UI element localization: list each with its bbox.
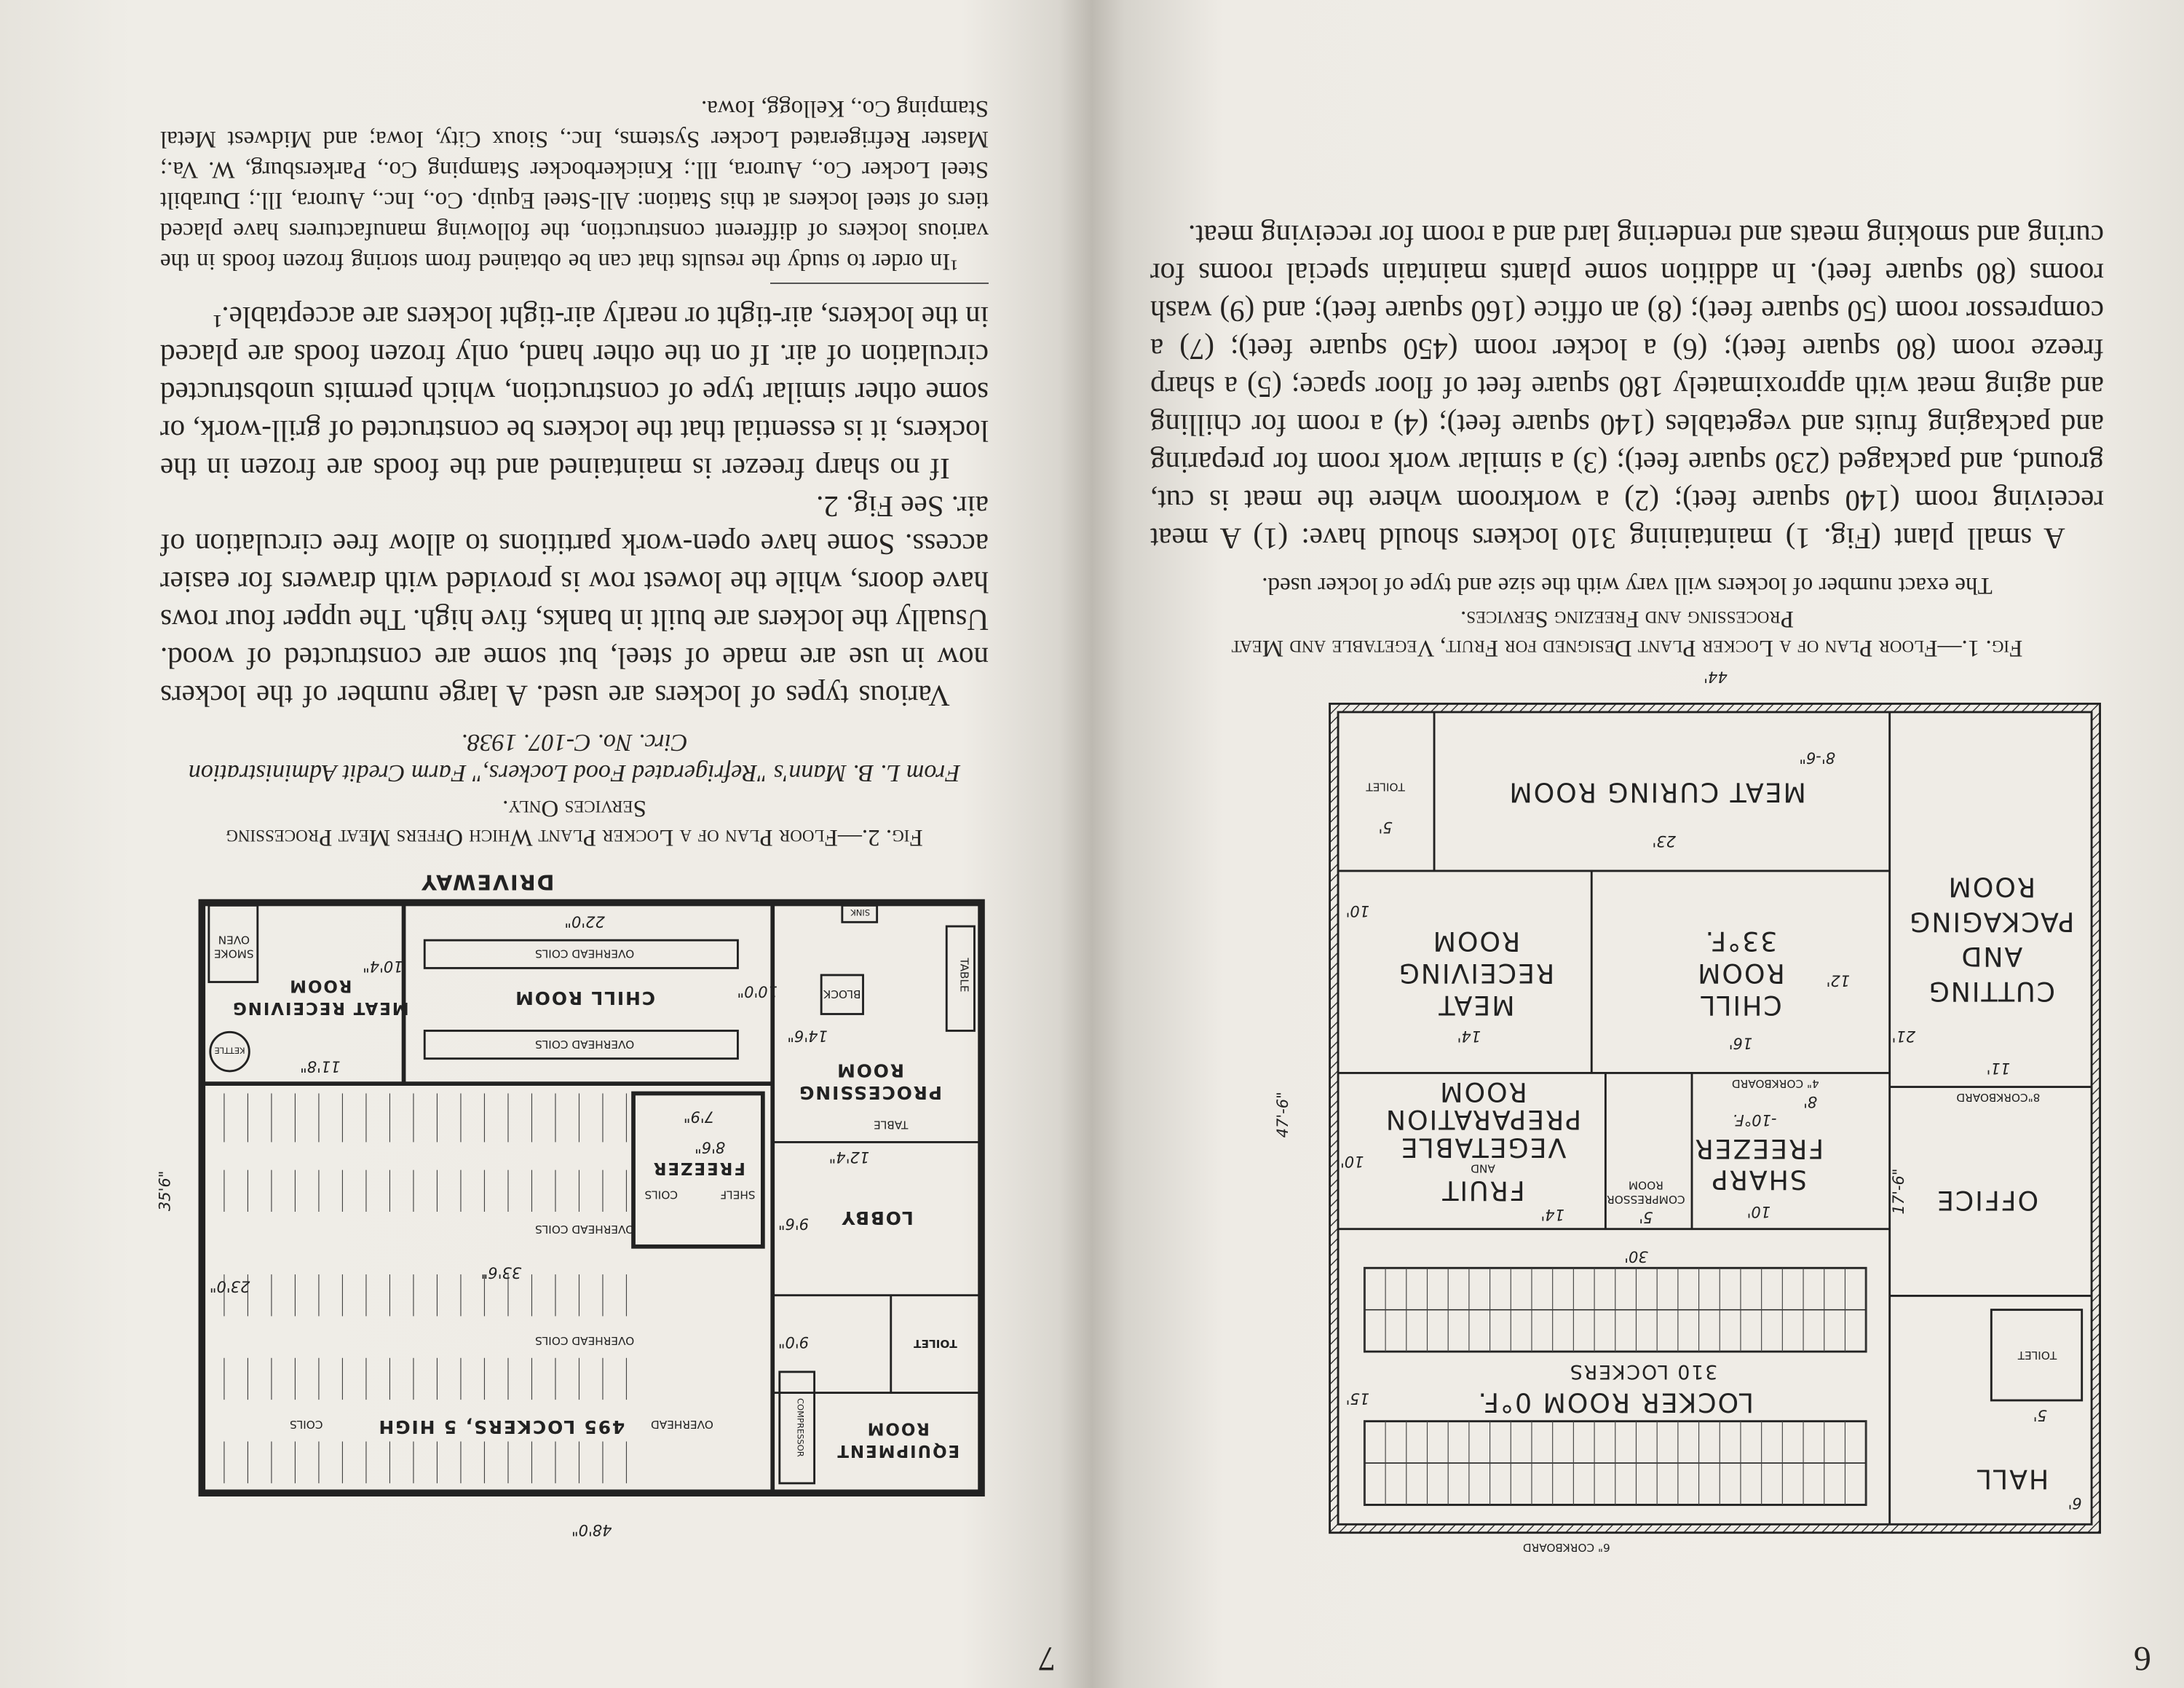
kettle-label: KETTLE	[214, 1045, 245, 1056]
room-toilet: TOILET	[1366, 780, 1405, 794]
figure2-caption: Fig. 2.—Floor Plan of a Locker Plant Which Offers Meat Processing Services Only.	[226, 795, 923, 851]
dimension: 15'	[1345, 1389, 1370, 1408]
figure2-source: From L. B. Mann's "Refrigerated Food Lockers," Farm Credit Administration Circ. No. C-107. 1938.	[188, 729, 961, 786]
dimension: 23'0"	[209, 1277, 250, 1296]
dimension: 9'6"	[778, 1215, 810, 1234]
coils-label: OVERHEAD COILS	[535, 1037, 635, 1051]
dimension: 14'	[1457, 1027, 1481, 1046]
dimension: 12'4"	[828, 1148, 870, 1167]
dimension: 30'	[1624, 1247, 1648, 1266]
dimension: 44'	[1704, 668, 1728, 687]
footnote: ¹In order to study the results that can be obtained from storing frozen foods in the various lockers of different construction, the following manufacturers have placed tiers of steel lockers at this Station: All-Steel Equip. Co., Inc., Aurora, Ill.; Durabilt Steel Locker Co., Aurora, Ill.; Knickerbocker Stamping Co., Parkersburg, W. Va.; Master Refrigerated Locker Systems, Inc., Sioux City, Iowa; and Midwest Metal Stamping Co., Kellogg, Iowa.	[160, 95, 989, 275]
room-chill-label: ROOM	[1696, 958, 1785, 990]
room-fruit-label: VEGETABLE	[1399, 1132, 1567, 1164]
dimension: 10'	[1746, 1203, 1771, 1222]
footnote-divider	[770, 283, 989, 284]
room-cutting-label: AND	[1960, 941, 2023, 973]
lockers-count: 310 LOCKERS	[1568, 1360, 1718, 1384]
figure1-svg	[1274, 662, 2110, 1561]
dimension: 9'0"	[778, 1333, 810, 1352]
room-lobby: LOBBY	[840, 1207, 914, 1228]
figure1-floor-plan	[1274, 662, 2110, 1561]
table-label: TABLE	[874, 1118, 909, 1132]
dimension: 23'	[1652, 832, 1677, 851]
room-sharp-freezer-label: SHARP	[1710, 1164, 1807, 1196]
room-meat-receiving-label: RECEIVING	[1397, 958, 1555, 990]
dimension: 10'4"	[363, 957, 403, 976]
corkboard-note: 8"CORKBOARD	[1956, 1091, 2041, 1105]
lockers-count: 495 LOCKERS, 5 HIGH	[377, 1416, 625, 1437]
dimension: 35'6"	[155, 1170, 174, 1212]
room-toilet: TOILET	[2017, 1349, 2057, 1362]
dimension: 5'	[1378, 819, 1393, 837]
dimension: 17'-6"	[1888, 1168, 1907, 1215]
dimension: 16'	[1728, 1034, 1753, 1053]
room-chill-label: 33°F.	[1704, 926, 1778, 958]
smoke-oven-label: OVEN	[218, 933, 250, 947]
dimension: 7'9"	[683, 1108, 714, 1127]
room-chill-label: CHILL	[1699, 990, 1782, 1022]
dimension: 14'6"	[787, 1027, 828, 1046]
room-equipment-label: EQUIPMENT	[836, 1441, 960, 1461]
dimension: 8'6"	[695, 1138, 726, 1157]
dimension: 33'6"	[480, 1263, 522, 1282]
dimension: 10'	[1340, 1153, 1364, 1172]
room-compressor-label: COMPRESSOR	[1607, 1192, 1685, 1206]
dimension: 10'	[1345, 902, 1370, 920]
room-meat-receiving-label: MEAT	[1437, 990, 1515, 1022]
room-meat-curing: MEAT CURING ROOM	[1508, 776, 1806, 808]
dimension: 11'	[1986, 1059, 2011, 1078]
coils-label: OVERHEAD COILS	[535, 1334, 635, 1348]
room-locker: LOCKER ROOM 0°F.	[1476, 1387, 1754, 1419]
room-office: OFFICE	[1936, 1185, 2039, 1217]
dimension: 12'	[1826, 971, 1851, 990]
room-toilet: TOILET	[914, 1336, 957, 1350]
table-label: TABLE	[957, 958, 971, 993]
dimension: 48'0"	[571, 1521, 612, 1540]
smoke-oven-label: SMOKE	[213, 947, 254, 961]
dimension: 47'-6"	[1274, 1092, 1292, 1138]
room-meat-receiving-label: ROOM	[1431, 926, 1521, 958]
room-fruit-label: PREPARATION	[1384, 1104, 1582, 1136]
dimension: 8'-6"	[1799, 749, 1836, 768]
room-sharp-freezer-label: -10°F.	[1732, 1111, 1777, 1129]
coils-label: OVERHEAD	[651, 1417, 713, 1431]
room-equipment-label: ROOM	[866, 1419, 930, 1438]
coils-label: OVERHEAD COILS	[535, 1223, 635, 1237]
page7-text-block	[160, 15, 989, 852]
figure1-caption: Fig. 1.—Floor Plan of a Locker Plant Designed for Fruit, Vegetable and Meat Processing and Freezing Services.	[1231, 606, 2023, 661]
room-meat-receiving-label: ROOM	[288, 976, 352, 995]
page7-paragraph: If no sharp freezer is maintained and the foods are frozen in the lockers, it is essential that the lockers be constructed of grill-work, or some other similar type of construction, which permits unobstructed circulation of air. If on the other hand, only frozen foods are placed in the lockers, air-tight or nearly air-tight lockers are acceptable.¹	[160, 301, 989, 486]
sink-label: SINK	[850, 907, 871, 918]
room-freezer: FREEZER	[652, 1159, 745, 1178]
coils-label: OVERHEAD COILS	[535, 947, 635, 961]
coils-label: COILS	[290, 1417, 323, 1431]
room-processing-label: PROCESSING	[798, 1081, 943, 1103]
room-fruit-label: FRUIT	[1441, 1175, 1525, 1207]
room-cutting-label: CUTTING	[1927, 976, 2055, 1008]
driveway-label: DRIVEWAY	[420, 869, 555, 895]
room-processing-label: ROOM	[836, 1060, 904, 1081]
dimension: 6'	[2068, 1494, 2082, 1513]
page-number-6: 6	[2134, 1639, 2151, 1678]
dimension: 11'8"	[300, 1057, 341, 1076]
room-fruit-label: ROOM	[1439, 1076, 1527, 1108]
dimension: 14'	[1540, 1205, 1564, 1224]
page7-paragraph: Various types of lockers are used. A large number of the lockers now in use are made of steel, but some are constructed of wood. Usually the lockers are built in banks, five high. The upper four rows have doors, while the lowest row is provided with drawers for easier access. Some have open-work partitions to allow free circulation of air. See Fig. 2.	[160, 490, 989, 713]
room-hall: HALL	[1975, 1463, 2049, 1495]
page-number-7: 7	[1038, 1639, 1056, 1678]
dimension: 5'	[2033, 1406, 2047, 1425]
room-sharp-freezer-label: FREEZER	[1693, 1133, 1824, 1165]
room-cutting-label: PACKAGING	[1908, 906, 2075, 938]
room-chill: CHILL ROOM	[514, 987, 656, 1009]
shelf-label: SHELF	[720, 1188, 756, 1202]
dimension: 22'0"	[564, 912, 605, 931]
room-cutting-label: ROOM	[1947, 871, 2036, 903]
dimension: 10'0"	[737, 982, 778, 1001]
room-compressor-label: ROOM	[1628, 1178, 1663, 1192]
figure1-note: The exact number of lockers will vary with the size and type of locker used.	[1262, 572, 1993, 599]
coils-label: COILS	[644, 1188, 678, 1202]
figure2-svg	[139, 864, 1002, 1560]
dimension: 8'	[1803, 1092, 1818, 1111]
figure2-floor-plan	[139, 864, 1002, 1560]
corkboard-note: 4" CORKBOARD	[1731, 1076, 1819, 1090]
block-label: BLOCK	[823, 987, 861, 1001]
page6-text-block	[1150, 182, 2104, 663]
page6-paragraph: A small plant (Fig. 1) maintaining 310 lockers should have: (1) A meat receiving room (140 square feet); (2) a workroom where the meat is cut, ground, and packaged (230 square feet); (3) a similar work room for preparing and packaging fruits and vegetables (140 square feet); (4) a room for chilling and aging meat with approximately 180 square feet of floor space; (5) a sharp freeze room (80 square feet); (6) a locker room (450 square feet); (7) a compressor room (50 square feet); (8) an office (160 square feet); and (9) wash rooms (80 square feet). In addition some plants maintain special rooms for curing and smoking meats and rendering lard and a room for receiving meat.	[1150, 219, 2104, 556]
dimension: 5'	[1639, 1208, 1653, 1227]
compressor-label: COMPRESSOR	[795, 1398, 806, 1457]
room-fruit-label: AND	[1471, 1162, 1495, 1175]
corkboard-note: 6" CORKBOARD	[1522, 1541, 1610, 1555]
dimension: 21'	[1891, 1027, 1916, 1046]
room-meat-receiving-label: MEAT RECEIVING	[232, 998, 409, 1018]
